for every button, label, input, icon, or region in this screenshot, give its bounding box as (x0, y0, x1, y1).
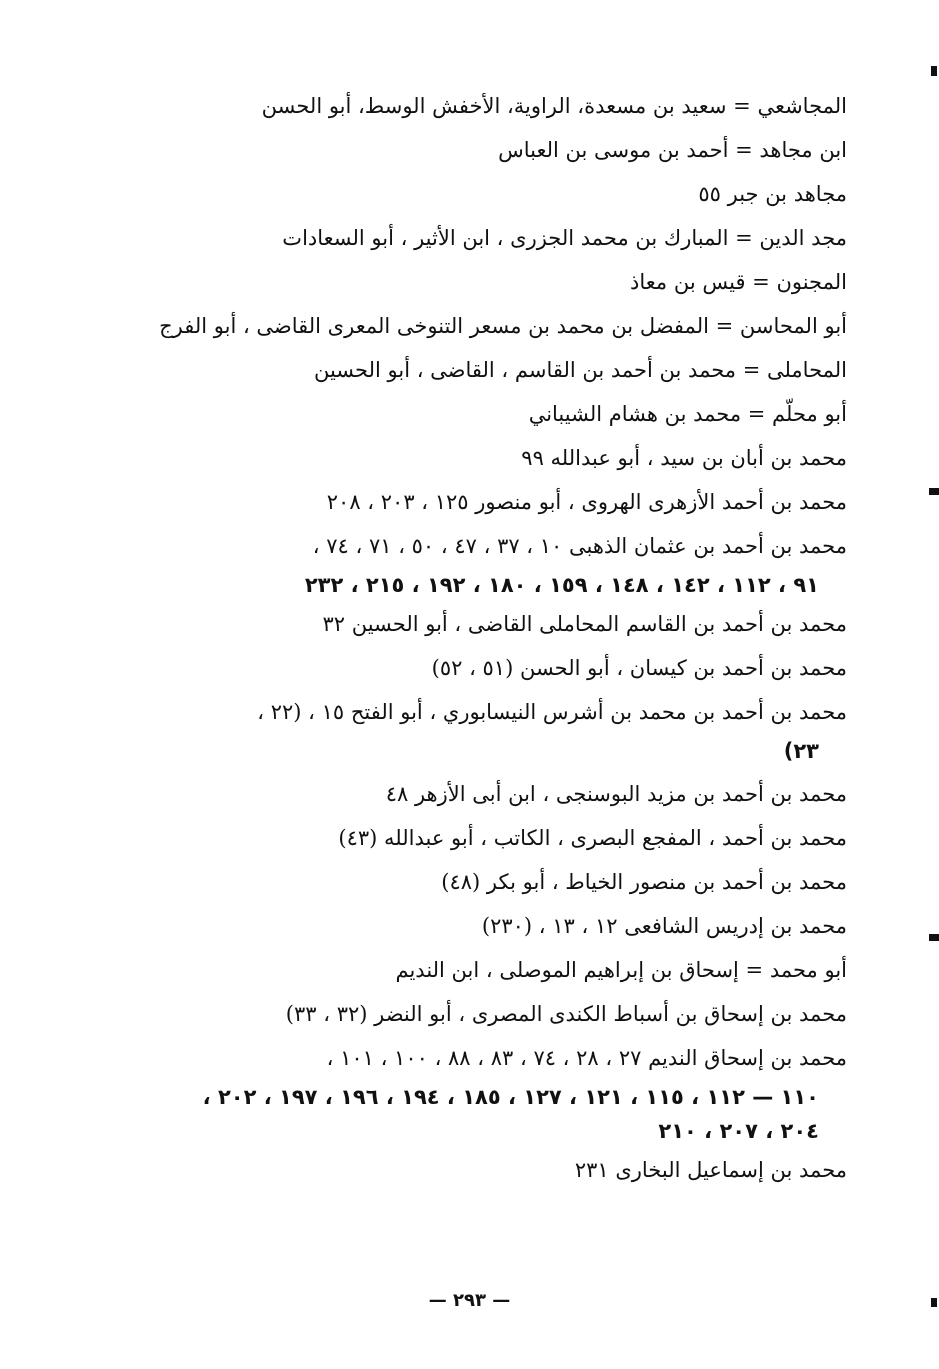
margin-mark (929, 488, 939, 495)
index-entry: محمد بن إدريس الشافعى ١٢ ، ١٣ ، (٢٣٠) (481, 914, 847, 938)
index-entry: ابن مجاهد = أحمد بن موسى بن العباس (498, 138, 847, 162)
index-entry: محمد بن أحمد بن عثمان الذهبى ١٠ ، ٣٧ ، ٤٧ ، ٥٠ ، ٧١ ، ٧٤ ، (312, 534, 847, 558)
index-entry-continuation: ٢٣) (783, 739, 819, 763)
index-entry: المجاشعي = سعيد بن مسعدة، الراوية، الأخفش الوسط، أبو الحسن (261, 94, 847, 118)
margin-mark (931, 66, 937, 76)
index-entry: محمد بن إسماعيل البخارى ٢٣١ (574, 1158, 847, 1182)
index-entry: محمد بن إسحاق بن أسباط الكندى المصرى ، أبو النضر (٣٢ ، ٣٣) (285, 1002, 847, 1026)
index-entry: محمد بن أحمد بن منصور الخياط ، أبو بكر (٤٨) (441, 870, 847, 894)
index-list (147, 84, 847, 1192)
index-entry: أبو المحاسن = المفضل بن محمد بن مسعر التنوخى المعرى القاضى ، أبو الفرج (159, 314, 847, 338)
margin-mark (929, 934, 939, 941)
page-number: — ٢٩٣ — (428, 1290, 511, 1311)
index-entry-continuation: ٩١ ، ١١٢ ، ١٤٢ ، ١٤٨ ، ١٥٩ ، ١٨٠ ، ١٩٢ ، ٢١٥ ، ٢٣٢ (304, 573, 819, 597)
index-entry: محمد بن إسحاق النديم ٢٧ ، ٢٨ ، ٧٤ ، ٨٣ ، ٨٨ ، ١٠٠ ، ١٠١ ، (326, 1046, 847, 1070)
index-entry: مجد الدين = المبارك بن محمد الجزرى ، ابن الأثير ، أبو السعادات (282, 226, 847, 250)
index-entry: محمد بن أحمد الأزهرى الهروى ، أبو منصور ١٢٥ ، ٢٠٣ ، ٢٠٨ (326, 490, 847, 514)
index-entry: محمد بن أحمد بن القاسم المحاملى القاضى ، أبو الحسين ٣٢ (322, 612, 847, 636)
index-entry: المحاملى = محمد بن أحمد بن القاسم ، القاضى ، أبو الحسين (313, 358, 847, 382)
index-entry: محمد بن أحمد بن مزيد البوسنجى ، ابن أبى الأزهر ٤٨ (385, 782, 847, 806)
index-entry: محمد بن أحمد بن محمد بن أشرس النيسابوري ، أبو الفتح ١٥ ، (٢٢ ، (257, 700, 847, 724)
index-entry: محمد بن أحمد بن كيسان ، أبو الحسن (٥١ ، ٥٢) (431, 656, 847, 680)
index-entry: أبو محلّم = محمد بن هشام الشيباني (528, 402, 847, 426)
index-entry: مجاهد بن جبر ٥٥ (698, 182, 847, 206)
index-entry-continuation: ١١٠ — ١١٢ ، ١١٥ ، ١٢١ ، ١٢٧ ، ١٨٥ ، ١٩٤ ، ١٩٦ ، ١٩٧ ، ٢٠٢ ، ٢٠٤ ، ٢٠٧ ، ٢١٠ (202, 1085, 819, 1143)
index-entry: أبو محمد = إسحاق بن إبراهيم الموصلى ، ابن النديم (395, 958, 847, 982)
index-entry: محمد بن أحمد ، المفجع البصرى ، الكاتب ، أبو عبدالله (٤٣) (338, 826, 847, 850)
index-entry: المجنون = قيس بن معاذ (630, 270, 847, 294)
index-entry: محمد بن أبان بن سيد ، أبو عبدالله ٩٩ (521, 446, 847, 470)
